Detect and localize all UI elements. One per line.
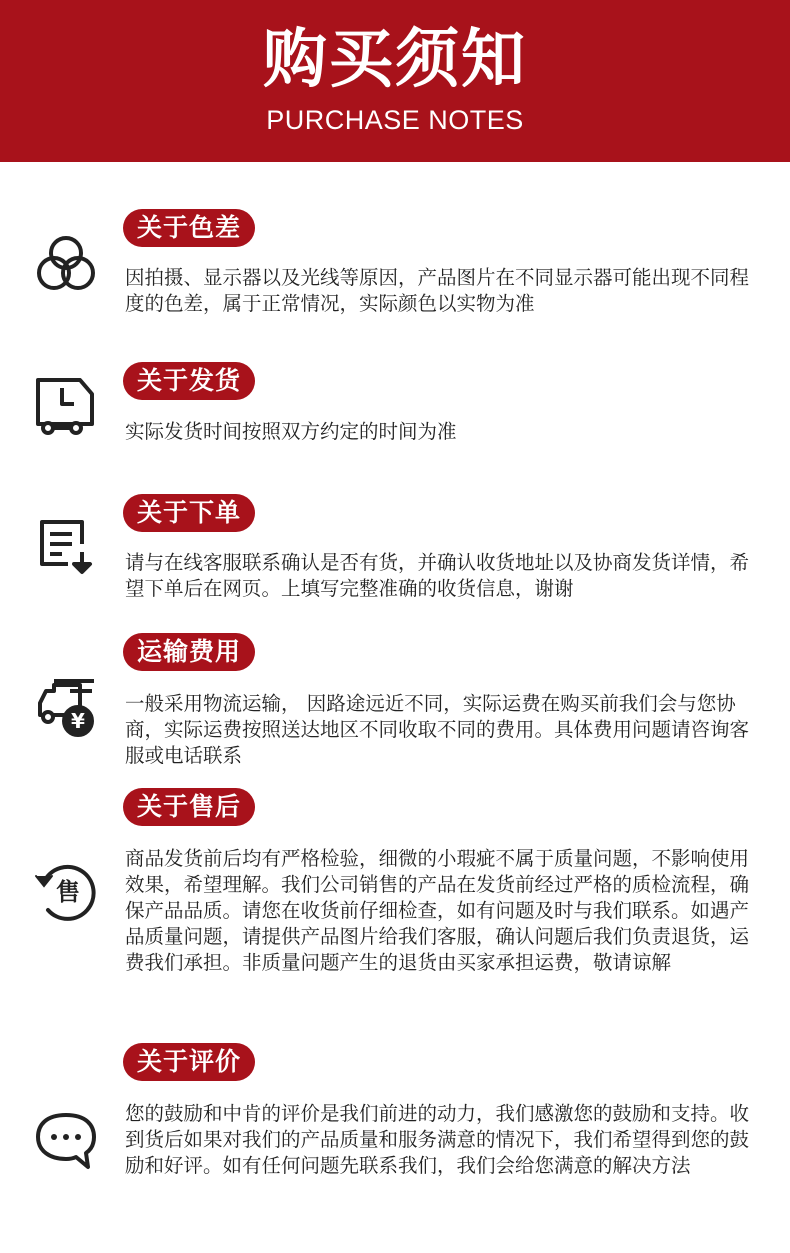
- page-subtitle: PURCHASE NOTES: [266, 105, 524, 135]
- section-title: 关于色差: [123, 209, 255, 247]
- page-title: 购买须知: [263, 23, 527, 97]
- color-circles-icon: [30, 229, 102, 301]
- section-body: 商品发货前后均有严格检验，细微的小瑕疵不属于质量问题，不影响使用效果，希望理解。我们公司销售的产品在发货前经过严格的质检流程，确保产品品质。请您在收货前仔细检查，如有问题及时与我们联系。如遇产品质量问题，请提供产品图片给我们客服，确认问题后我们负责退货，运费我们承担。非质量问题产生的退货由买家承担运费，敬请谅解: [125, 847, 750, 974]
- header-banner: [0, 0, 790, 162]
- section-title: 关于发货: [123, 362, 255, 400]
- section-body: 因拍摄、显示器以及光线等原因，产品图片在不同显示器可能出现不同程度的色差，属于正常情况，实际颜色以实物为准: [125, 266, 750, 315]
- truck-yuan-icon: [30, 669, 102, 741]
- delivery-clock-icon: [30, 366, 102, 438]
- section-body: 一般采用物流运输， 因路途远近不同，实际运费在购买前我们会与您协商，实际运费按照送达地区不同收取不同的费用。具体费用问题请咨询客服或电话联系: [125, 692, 750, 767]
- section-body: 您的鼓励和中肯的评价是我们前进的动力，我们感激您的鼓励和支持。收到货后如果对我们的产品质量和服务满意的情况下，我们希望得到您的鼓励和好评。如有任何问题先联系我们，我们会给您满意的解决方法: [125, 1102, 750, 1177]
- section-title: 关于评价: [123, 1043, 255, 1081]
- section-title: 关于下单: [123, 494, 255, 532]
- chat-bubble-icon: [30, 1105, 102, 1177]
- svg-text:售: 售: [56, 878, 80, 906]
- section-title: 关于售后: [123, 788, 255, 826]
- section-body: 请与在线客服联系确认是否有货，并确认收货地址以及协商发货详情，希望下单后在网页。上填写完整准确的收货信息，谢谢: [125, 551, 750, 600]
- section-body: 实际发货时间按照双方约定的时间为准: [125, 420, 457, 443]
- section-title: 运输费用: [123, 633, 255, 671]
- after-sale-icon: [30, 854, 102, 926]
- svg-text:¥: ¥: [71, 709, 85, 733]
- order-document-icon: [30, 510, 102, 582]
